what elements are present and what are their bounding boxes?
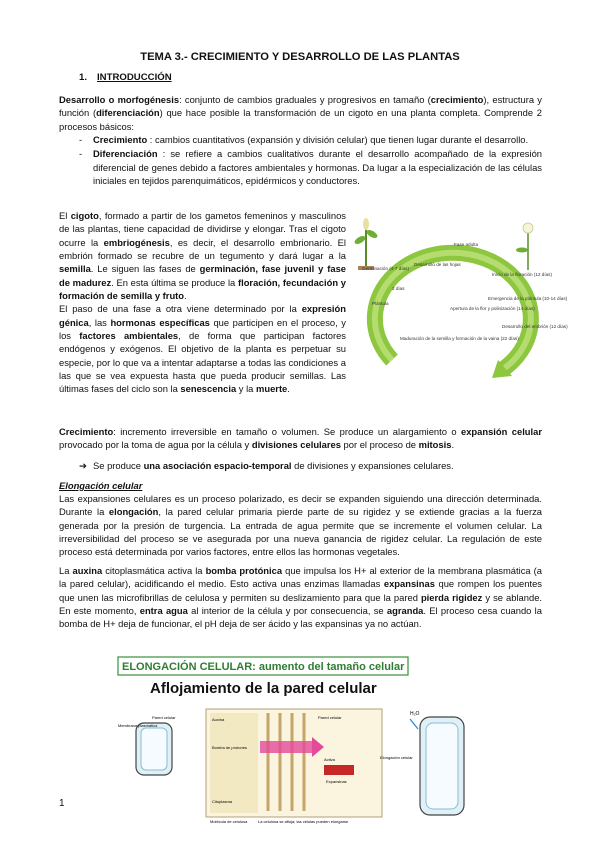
term: senescencia <box>180 383 237 395</box>
label-elongacion: Elongación celular <box>380 755 413 760</box>
bullet-dash: - <box>79 134 83 145</box>
text: de divisiones y expansiones celulares. <box>291 460 454 471</box>
term: semilla <box>59 263 91 275</box>
text: . Le siguen las fases de <box>90 263 200 275</box>
text: El <box>59 210 71 221</box>
term: agranda <box>386 605 424 617</box>
term: hormonas específicas <box>110 316 210 328</box>
text: Se produce <box>93 460 144 471</box>
list-item <box>79 147 542 187</box>
bullet-term: Crecimiento <box>93 134 148 145</box>
label-pared-2: Pared celular <box>318 715 342 720</box>
label-celulosa: Molécula de celulosa <box>210 819 248 824</box>
term: embriogénesis <box>103 236 170 248</box>
term-diferenciacion: diferenciación <box>96 107 160 119</box>
text: provocado por la toma de agua por la célula y <box>59 439 252 451</box>
text: ) que hace posible la transformación de un cigoto en una planta completa. Comprende 2 procesos básicos: <box>59 107 542 132</box>
text: : conjunto de cambios graduales y progresivos en tamaño ( <box>179 94 431 105</box>
text: . <box>184 290 187 302</box>
cell-elongation-figure <box>118 655 480 830</box>
paragraph-fases <box>59 302 346 395</box>
text: . <box>451 439 455 451</box>
flower-icon <box>516 223 533 270</box>
term: elongación <box>108 506 159 518</box>
text: ), estructura y función ( <box>59 94 542 119</box>
label-activa: Activa <box>324 757 335 762</box>
text: y la <box>236 383 257 395</box>
term: expansinas <box>383 578 435 590</box>
text: y se ablande. En este momento, <box>59 591 543 617</box>
elongacion-paragraph <box>59 492 542 559</box>
term-desarrollo: Desarrollo o morfogénesis <box>59 94 180 105</box>
term: divisiones celulares <box>251 439 341 451</box>
section-label: INTRODUCCIÓN <box>97 72 172 83</box>
term: mitosis <box>418 439 452 451</box>
plant-life-cycle-figure <box>352 210 568 386</box>
label-water: H₂O <box>410 711 420 717</box>
label-celulosa-afloja: La celulosa se afloja; las células pueden elongarse <box>258 819 349 824</box>
section-number: 1. <box>79 72 88 83</box>
cycle-label: Germinación (4-7 días) <box>362 266 409 271</box>
term: cigoto <box>70 210 99 221</box>
term: auxina <box>72 565 103 576</box>
term: factores ambientales <box>79 330 179 342</box>
cycle-label: Desarrollo del embrión (12 días) <box>502 324 568 329</box>
auxina-paragraph <box>59 564 542 631</box>
page-title: TEMA 3.- CRECIMIENTO Y DESARROLLO DE LAS PLANTAS <box>140 51 460 63</box>
term: expresión génica <box>59 303 346 328</box>
text: , es decir, el desarrollo embrionario. El embrión formado se recubre de un tegumento y dará lugar a la <box>59 236 346 262</box>
term: Crecimiento <box>59 426 114 437</box>
text: que rompen los puentes que unen las microfibrillas de celulosa y permiten su deslizamiento para que la pared <box>59 578 542 603</box>
label-expansinas: Expansinas <box>326 779 347 784</box>
arrow-right-icon: ➔ <box>79 460 87 471</box>
figure-heading: Aflojamiento de la pared celular <box>150 680 377 697</box>
cycle-label: Maduración de la semilla y formación de la vaina (22 días) <box>400 336 519 341</box>
term-crecimiento: crecimiento <box>430 94 484 105</box>
text: El paso de una fase a otra viene determinado por la <box>59 303 302 315</box>
cell-wall-closeup <box>206 709 382 824</box>
cycle-label: Plántula <box>372 301 389 306</box>
elongated-cell-diagram <box>380 711 464 815</box>
text: , la pared celular primaria pierde parte de su rigidez y se extiende gracias a la fuerza generada por la presión de turgencia. La entrada de agua permite que se incremente el volumen celular. La irreversibilidad del proceso se ve asegurada por una nueva ganancia de rigidez celular. La regulación de este proceso está determinada por varios factores, entre ellos las hormonas vegetales. <box>59 506 542 558</box>
crecimiento-paragraph <box>59 425 542 452</box>
text: , de forma que participan factores endógenos y exógenos. El objetivo de la planta es perpetuar su especie, por lo que va a intentar adaptarse a todas las condiciones a las que se vea expuesta hasta que pueda producir semillas. Las últimas fases del ciclo son la <box>59 330 346 395</box>
proton-pump-arrow <box>260 741 312 753</box>
term: una asociación espacio-temporal <box>143 460 292 471</box>
bullet-text: : se refiere a cambios cualitativos durante el desarrollo acompañado de la expresión diferencial de genes debido a factores ambientales y hormonas. Da lugar a la especialización de las células iniciales en tejidos parenquimáticos, epidérmicos y conductores. <box>93 148 542 187</box>
bullet-dash: - <box>79 148 83 160</box>
plant-seedling-icon <box>353 218 378 270</box>
label-pared: Pared celular <box>152 715 176 720</box>
label-citoplasma: Citoplasma <box>212 799 233 804</box>
expansin-block <box>324 765 354 775</box>
text: La <box>59 565 73 576</box>
label-auxina: Auxina <box>212 717 225 722</box>
cycle-label: 2 días <box>392 286 405 291</box>
bullet-list <box>79 133 542 188</box>
term: muerte <box>256 383 288 395</box>
bullet-term: Diferenciación <box>93 148 158 160</box>
text: . <box>287 383 290 395</box>
cycle-label: Inicio de la floración (12 días) <box>492 272 553 277</box>
page-number: 1 <box>59 798 65 809</box>
cycle-label: Apertura de la flor y polinización (14 días) <box>450 306 535 311</box>
text: por el proceso de <box>340 439 419 451</box>
text: , las <box>88 316 111 328</box>
term: entra agua <box>139 605 188 617</box>
label-bomba: Bomba de protones <box>212 745 247 750</box>
text: , formado a partir de los gametos femeninos y masculinos de las plantas, tiene capacidad de dividirse y elongar. Tras el cigoto ocurre la <box>59 210 346 248</box>
arrow-note <box>79 459 542 472</box>
text: Las expansiones celulares es un proceso polarizado, es decir se expanden siguiendo una dirección determinada. Durante la <box>59 493 542 518</box>
cycle-label: Fase adulta <box>454 242 479 247</box>
term: bomba protónica <box>205 565 283 576</box>
text: al interior de la célula y por consecuencia, se <box>187 605 387 617</box>
text: : incremento irreversible en tamaño o volumen. Se produce un alargamiento o <box>113 426 461 437</box>
bullet-text: : cambios cuantitativos (expansión y división celular) que tienen lugar durante el desarrollo. <box>147 134 529 145</box>
term: germinación, fase juvenil y fase de madurez <box>59 263 346 288</box>
list-item <box>79 133 542 146</box>
subheading-elongacion: Elongación celular <box>59 480 143 491</box>
small-cell-diagram <box>118 715 176 775</box>
text: citoplasmática activa la <box>102 565 206 576</box>
text: . En esta última se produce la <box>111 276 238 288</box>
text: que impulsa los H+ al exterior de la membrana plasmática (a la pared celular), acidificando el medio. Esto activa unas enzimas llamadas <box>59 565 542 590</box>
label-membrana: Membrana plasmática <box>118 723 158 728</box>
text: que participen en el proceso, y los <box>59 316 346 342</box>
text: . El proceso cesa cuando la bomba de H+ deja de funcionar, el pH deja de ser ácido y las expansinas ya no actúan. <box>59 605 542 630</box>
intro-paragraph <box>59 93 542 133</box>
figure-banner-text: ELONGACIÓN CELULAR: aumento del tamaño celular <box>122 661 405 673</box>
term: expansión celular <box>461 426 542 437</box>
paragraph-cigoto <box>59 209 346 302</box>
cycle-label: Desarrollo de las hojas <box>414 262 461 267</box>
term: floración, fecundación y formación de semilla y fruto <box>59 276 346 302</box>
cycle-label: Emergencia de la plántula (10-14 días) <box>488 296 568 301</box>
term: pierda rigidez <box>420 591 483 603</box>
section-heading <box>79 71 172 85</box>
cycle-paragraphs <box>59 209 346 396</box>
